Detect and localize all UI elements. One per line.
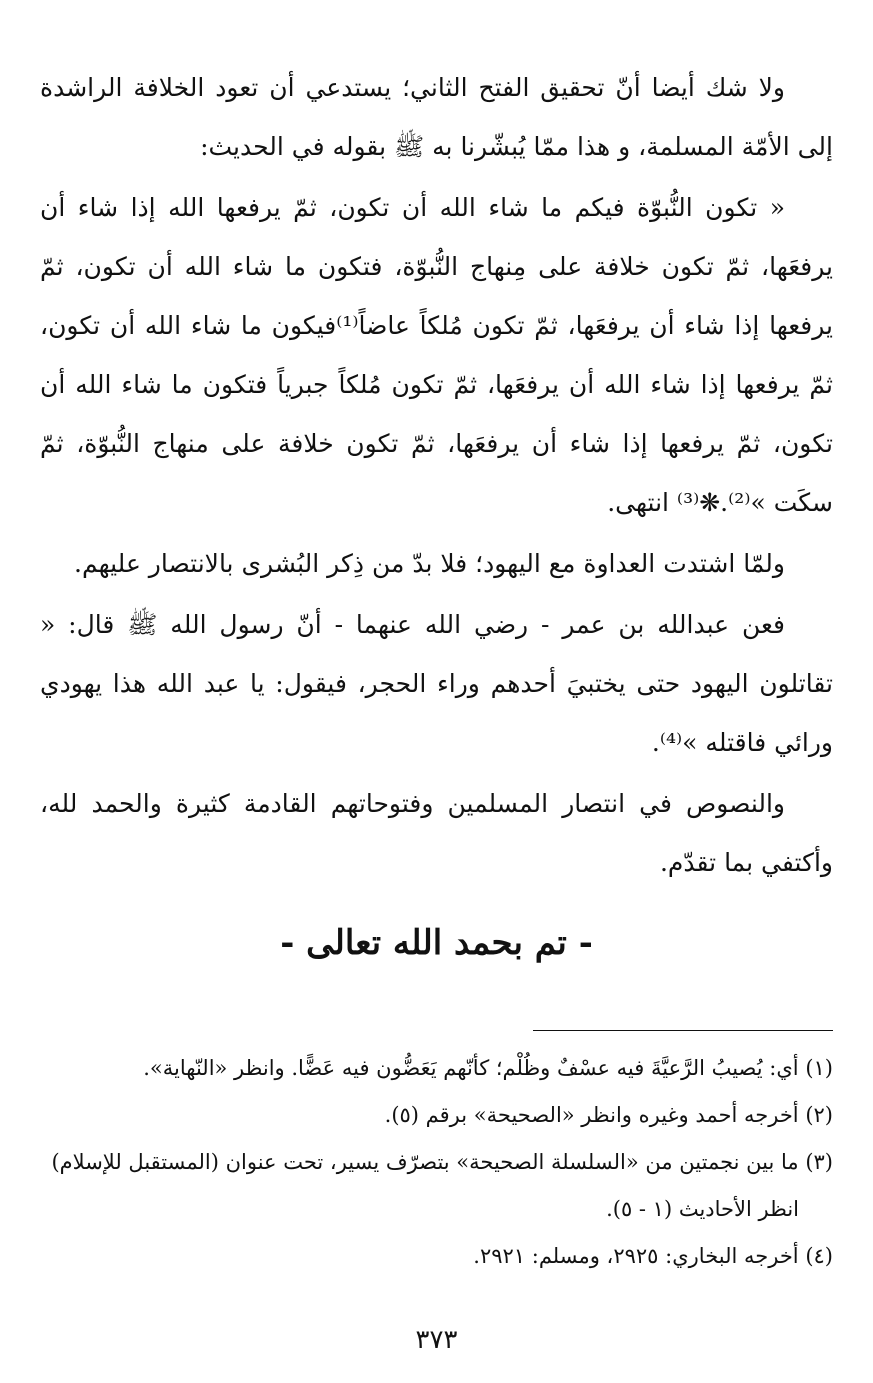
- paragraph-conclusion: والنصوص في انتصار المسلمين وفتوحاتهم القادمة كثيرة والحمد لله، وأكتفي بما تقدّم.: [40, 789, 833, 877]
- hadith-ibn-umar: فعن عبدالله بن عمر - رضي الله عنهما - أنّ رسول الله ﷺ قال: « تقاتلون اليهود حتى يختبيَ أحدهم وراء الحجر، فيقول: يا عبد الله هذا يهودي ورائي فاقتله »⁽⁴⁾.: [40, 610, 833, 757]
- closing-title: - تم بحمد الله تعالى -: [280, 923, 593, 963]
- footnote-3: [40, 1139, 833, 1233]
- footnote-divider: [533, 1030, 833, 1031]
- paragraph-intro: ولا شك أيضا أنّ تحقيق الفتح الثاني؛ يستدعي أن تعود الخلافة الراشدة إلى الأمّة المسلمة، و هذا ممّا يُبشّرنا به ﷺ بقوله في الحديث:: [40, 73, 833, 161]
- footnote-2: (٢) أخرجه أحمد وغيره وانظر «الصحيحة» برقم (٥).: [384, 1103, 833, 1127]
- footnote-4: (٤) أخرجه البخاري: ٢٩٢٥، ومسلم: ٢٩٢١.: [473, 1244, 833, 1268]
- footnote-3-line-1: (٣) ما بين نجمتين من «السلسلة الصحيحة» بتصرّف يسير، تحت عنوان (المستقبل للإسلام): [51, 1150, 833, 1174]
- footnotes: [40, 1045, 833, 1280]
- page-number: ٣٧٣: [415, 1325, 458, 1355]
- hadith-quote: « تكون النُّبوّة فيكم ما شاء الله أن تكون، ثمّ يرفعها الله إذا شاء أن يرفعَها، ثمّ تكون خلافة على مِنهاج النُّبوّة، فتكون ما شاء الله أن تكون، ثمّ يرفعها إذا شاء أن يرفعَها، ثمّ تكون مُلكاً عاضاً⁽¹⁾فيكون ما شاء الله أن تكون، ثمّ يرفعها إذا شاء الله أن يرفعَها، ثمّ تكون مُلكاً جبرياً فتكون ما شاء الله أن تكون، ثمّ يرفعها إذا شاء أن يرفعَها، ثمّ تكون خلافة على منهاج النُّبوّة، ثمّ سكَت »⁽²⁾.❋⁽³⁾ انتهى.: [40, 193, 833, 517]
- footnote-1: (١) أي: يُصيبُ الرَّعيَّةَ فيه عسْفٌ وظُلْم؛ كأنّهم يَعَضُّون فيه عَضًّا. وانظر «النّهاية».: [143, 1056, 833, 1080]
- footnote-3-line-2: انظر الأحاديث (١ - ٥).: [606, 1197, 799, 1221]
- main-text: [40, 58, 833, 892]
- paragraph-jews: ولمّا اشتدت العداوة مع اليهود؛ فلا بدّ من ذِكر البُشرى بالانتصار عليهم.: [74, 549, 785, 578]
